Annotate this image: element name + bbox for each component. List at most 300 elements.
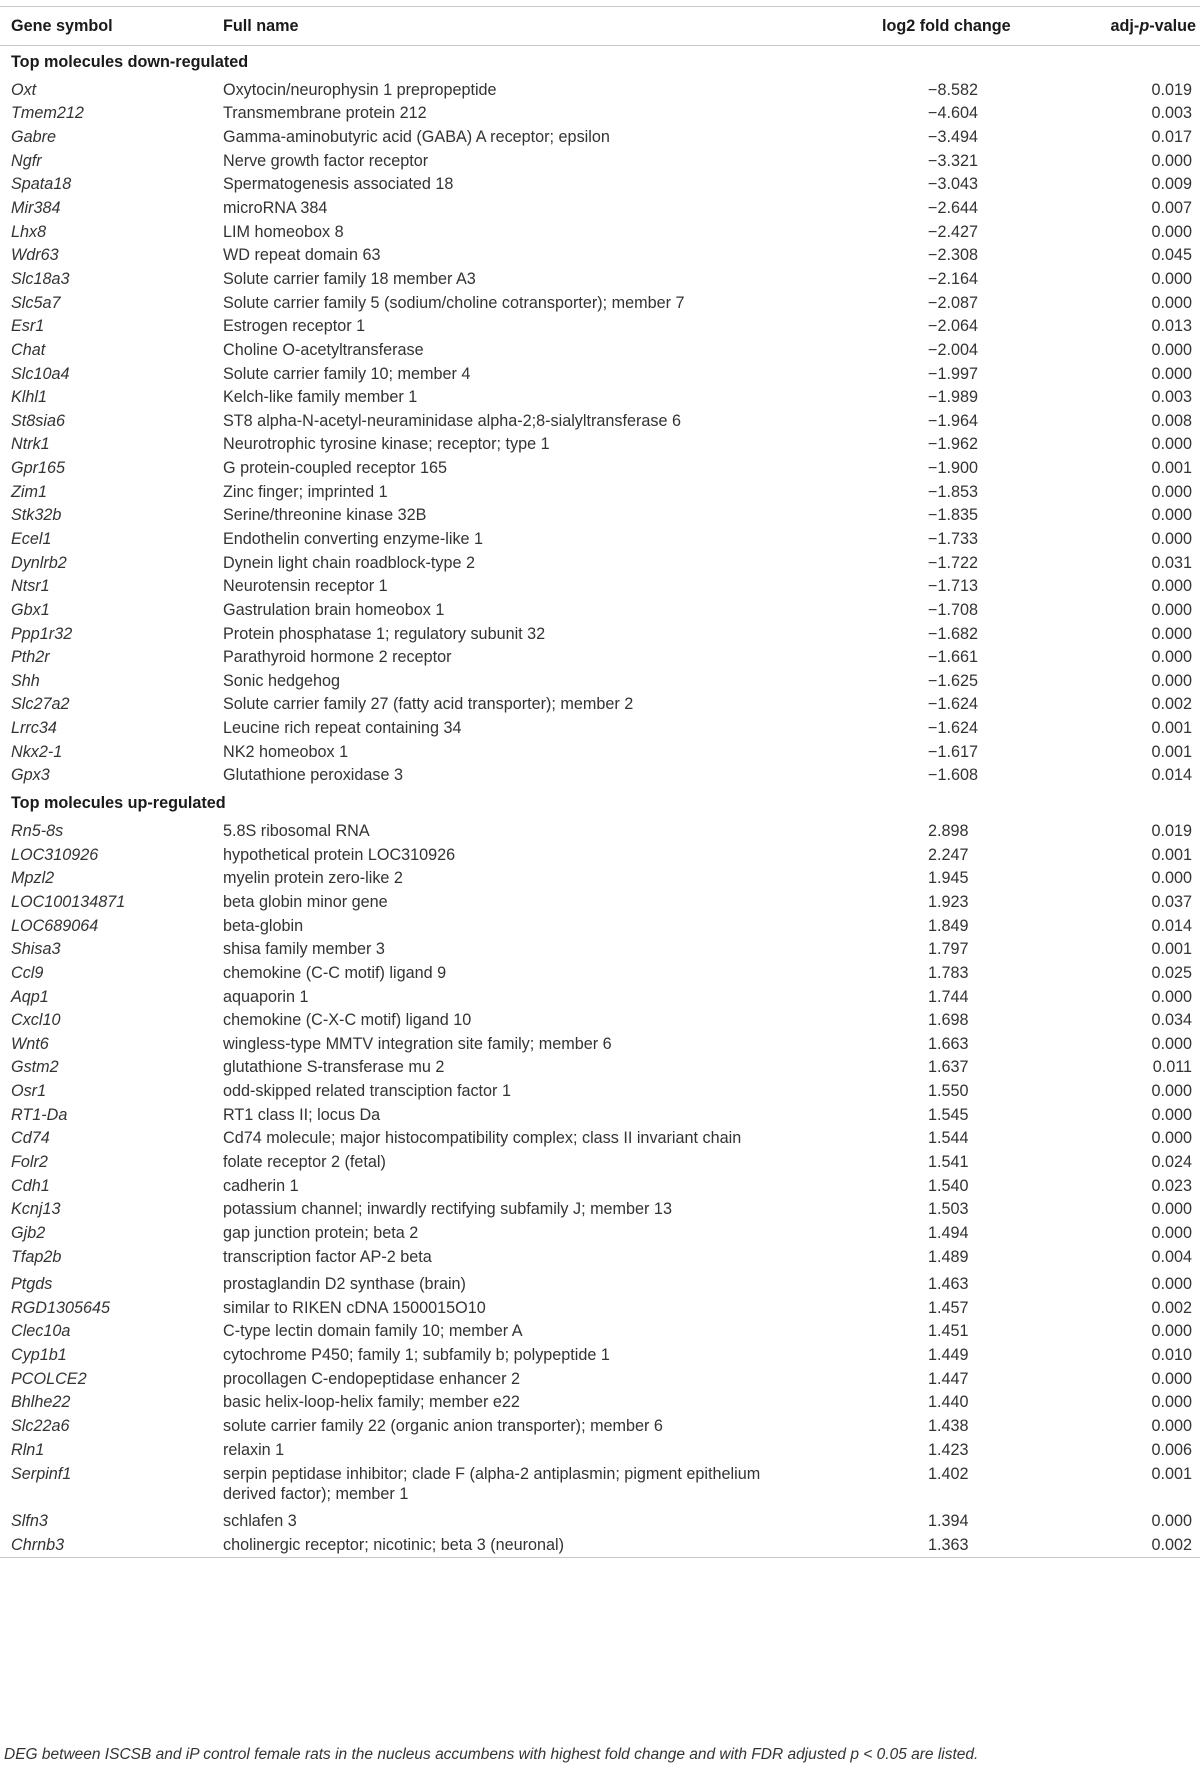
table-row [0, 716, 1200, 740]
gene-symbol-cell: Zim1 [11, 482, 47, 501]
adj-p-value-cell: 0.000 [1151, 1512, 1192, 1531]
fold-change-cell: 1.438 [928, 1417, 969, 1436]
full-name-cell: procollagen C-endopeptidase enhancer 2 [223, 1369, 520, 1388]
gene-symbol-cell: Tfap2b [11, 1247, 62, 1266]
table-row [0, 1103, 1200, 1127]
fold-change-cell: −1.608 [928, 766, 978, 785]
fold-change-cell: −1.989 [928, 388, 978, 407]
gene-symbol-cell: Shh [11, 671, 40, 690]
table-row [0, 1150, 1200, 1174]
full-name-cell: Transmembrane protein 212 [223, 104, 427, 123]
fold-change-cell: −4.604 [928, 104, 978, 123]
gene-symbol-cell: LOC310926 [11, 845, 99, 864]
gene-symbol-cell: Rn5-8s [11, 822, 64, 841]
table-row [0, 574, 1200, 598]
section-title: Top molecules up-regulated [11, 793, 226, 812]
full-name-cell: Solute carrier family 5 (sodium/choline cotransporter); member 7 [223, 293, 685, 312]
adj-p-value-cell: 0.031 [1151, 553, 1192, 572]
table-row [0, 937, 1200, 961]
gene-symbol-cell: Kcnj13 [11, 1200, 61, 1219]
fold-change-cell: 1.451 [928, 1322, 969, 1341]
table-row [0, 1533, 1200, 1557]
full-name-cell: myelin protein zero-like 2 [223, 869, 403, 888]
gene-symbol-cell: Slc18a3 [11, 269, 70, 288]
table-row [0, 456, 1200, 480]
adj-p-value-cell: 0.004 [1151, 1247, 1192, 1266]
gene-symbol-cell: Chrnb3 [0, 1533, 212, 1557]
gene-symbol-cell: Serpinf1 [11, 1464, 72, 1483]
full-name-cell: relaxin 1 [223, 1440, 285, 1459]
adj-p-value-cell: 0.000 [1151, 222, 1192, 241]
fold-change-cell: 1.849 [928, 916, 969, 935]
header-adj-prefix: adj- [1110, 16, 1140, 35]
full-name-cell: Gamma-aminobutyric acid (GABA) A receptor; epsilon [223, 128, 610, 147]
adj-p-value-cell: 0.045 [1151, 246, 1192, 265]
caption-text-end: < 0.05 are listed. [858, 1746, 979, 1763]
adj-p-value-cell: 0.000 [1151, 293, 1192, 312]
table-row [0, 78, 1200, 102]
caption-p-symbol: p [850, 1746, 859, 1763]
full-name-cell: odd-skipped related transciption factor 1 [223, 1082, 511, 1101]
full-name-cell: solute carrier family 22 (organic anion transporter); member 6 [223, 1417, 663, 1436]
full-name-cell: cholinergic receptor; nicotinic; beta 3 (neuronal) [212, 1533, 802, 1557]
full-name-cell: cadherin 1 [223, 1176, 299, 1195]
gene-symbol-cell: PCOLCE2 [11, 1369, 87, 1388]
full-name-cell: Glutathione peroxidase 3 [223, 766, 403, 785]
adj-p-value-cell: 0.010 [1151, 1346, 1192, 1365]
full-name-cell: Dynein light chain roadblock-type 2 [223, 553, 475, 572]
adj-p-value-cell: 0.003 [1151, 388, 1192, 407]
fold-change-cell: −2.004 [928, 340, 978, 359]
adj-p-value-cell: 0.002 [1151, 695, 1192, 714]
fold-change-cell: −1.962 [928, 435, 978, 454]
table-row [0, 598, 1200, 622]
full-name-cell: schlafen 3 [223, 1512, 297, 1531]
adj-p-value-cell: 0.000 [1151, 1105, 1192, 1124]
full-name-cell: Cd74 molecule; major histocompatibility complex; class II invariant chain [223, 1129, 742, 1148]
fold-change-cell: 1.550 [928, 1082, 969, 1101]
table-row [0, 819, 1200, 843]
fold-change-cell: 1.797 [928, 940, 969, 959]
table-row [0, 149, 1200, 173]
fold-change-cell: 1.440 [928, 1393, 969, 1412]
full-name-cell: cytochrome P450; family 1; subfamily b; polypeptide 1 [223, 1346, 610, 1365]
fold-change-cell: 1.540 [928, 1176, 969, 1195]
fold-change-cell: 1.447 [928, 1369, 969, 1388]
gene-symbol-cell: Ppp1r32 [11, 624, 73, 643]
full-name-cell: Parathyroid hormone 2 receptor [223, 648, 452, 667]
table-row [0, 1008, 1200, 1032]
fold-change-cell: 1.494 [928, 1223, 969, 1242]
adj-p-value-cell: 0.000 [1151, 1369, 1192, 1388]
gene-symbol-cell: Dynlrb2 [11, 553, 67, 572]
table-row [0, 362, 1200, 386]
gene-symbol-cell: Bhlhe22 [11, 1393, 71, 1412]
gene-symbol-cell: Mir384 [11, 199, 61, 218]
full-name-cell: Leucine rich repeat containing 34 [223, 719, 462, 738]
full-name-cell: Protein phosphatase 1; regulatory subunit 32 [223, 624, 546, 643]
full-name-cell: beta-globin [223, 916, 304, 935]
adj-p-value-cell: 0.000 [1151, 435, 1192, 454]
table-row [0, 527, 1200, 551]
adj-p-value-cell: 0.000 [1151, 1275, 1192, 1294]
gene-symbol-cell: Cdh1 [11, 1176, 50, 1195]
fold-change-cell: −3.043 [928, 175, 978, 194]
fold-change-cell: −1.997 [928, 364, 978, 383]
table-row [0, 243, 1200, 267]
full-name-cell: ST8 alpha-N-acetyl-neuraminidase alpha-2;8-sialyltransferase 6 [223, 411, 681, 430]
gene-symbol-cell: Pth2r [11, 648, 50, 667]
full-name-cell: folate receptor 2 (fetal) [223, 1153, 386, 1171]
fold-change-cell: −1.708 [928, 600, 978, 619]
adj-p-value-cell: 0.000 [1151, 1223, 1192, 1242]
full-name-cell: Solute carrier family 10; member 4 [223, 364, 471, 383]
fold-change-cell: 1.541 [928, 1153, 969, 1171]
full-name-cell: G protein-coupled receptor 165 [223, 459, 448, 478]
gene-symbol-cell: Tmem212 [11, 104, 84, 123]
gene-symbol-cell: Gstm2 [11, 1058, 59, 1077]
table-row [0, 1438, 1200, 1462]
adj-p-value-cell: 0.019 [1151, 80, 1192, 99]
fold-change-cell: −1.853 [928, 482, 978, 501]
gene-symbol-cell: Slc10a4 [11, 364, 70, 383]
adj-p-value-cell: 0.000 [1151, 648, 1192, 667]
table-row [0, 1245, 1200, 1269]
full-name-cell: RT1 class II; locus Da [223, 1105, 381, 1124]
full-name-cell: wingless-type MMTV integration site family; member 6 [223, 1034, 612, 1053]
table-row [0, 1462, 1200, 1510]
gene-symbol-cell: Gjb2 [11, 1223, 46, 1242]
table-row [0, 867, 1200, 891]
gene-symbol-cell: LOC100134871 [11, 892, 126, 911]
gene-symbol-cell: Slc22a6 [11, 1417, 70, 1436]
gene-symbol-cell: Ecel1 [11, 529, 52, 548]
gene-symbol-cell: Shisa3 [11, 940, 61, 959]
adj-p-value-cell: 0.014 [1151, 766, 1192, 785]
full-name-cell: gap junction protein; beta 2 [223, 1223, 419, 1242]
full-name-cell: Kelch-like family member 1 [223, 388, 418, 407]
gene-symbol-cell: Spata18 [11, 175, 72, 194]
gene-symbol-cell: Gpx3 [11, 766, 50, 785]
fold-change-cell: 1.463 [928, 1275, 969, 1294]
adj-p-value-cell: 0.017 [1151, 128, 1192, 147]
full-name-cell: Gastrulation brain homeobox 1 [223, 600, 445, 619]
gene-symbol-cell: Slc5a7 [11, 293, 61, 312]
caption-text: DEG between ISCSB and iP control female rats in the nucleus accumbens with highest fold change and with FDR adjusted [4, 1746, 851, 1763]
adj-p-value-cell: 0.000 [1151, 600, 1192, 619]
table-row [0, 125, 1200, 149]
full-name-cell: Neurotrophic tyrosine kinase; receptor; type 1 [223, 435, 550, 454]
fold-change-cell: 1.457 [928, 1298, 969, 1317]
adj-p-value-cell: 0.009 [1151, 175, 1192, 194]
full-name-cell: Endothelin converting enzyme-like 1 [223, 529, 484, 548]
fold-change-cell: 1.923 [928, 892, 969, 911]
adj-p-value-cell: 0.000 [1151, 1082, 1192, 1101]
gene-symbol-cell: Cxcl10 [11, 1011, 61, 1030]
deg-table [0, 6, 1200, 1558]
adj-p-value-cell: 0.000 [1151, 269, 1192, 288]
table-row [0, 914, 1200, 938]
gene-symbol-cell: Clec10a [11, 1322, 71, 1341]
table-row [0, 1221, 1200, 1245]
gene-symbol-cell: Ngfr [11, 151, 42, 170]
table-row [0, 1510, 1200, 1534]
full-name-cell: shisa family member 3 [223, 940, 385, 959]
full-name-cell: chemokine (C-X-C motif) ligand 10 [223, 1011, 472, 1030]
table-row [0, 1414, 1200, 1438]
header-gene-symbol: Gene symbol [0, 7, 212, 46]
fold-change-cell: −1.682 [928, 624, 978, 643]
table-row [0, 1056, 1200, 1080]
table-row [0, 196, 1200, 220]
gene-symbol-cell: LOC689064 [11, 916, 99, 935]
fold-change-cell: 1.503 [928, 1200, 969, 1219]
table-row [0, 843, 1200, 867]
gene-symbol-cell: St8sia6 [11, 411, 65, 430]
gene-symbol-cell: Slfn3 [11, 1512, 48, 1531]
full-name-cell: NK2 homeobox 1 [223, 742, 349, 761]
table-row [0, 551, 1200, 575]
gene-symbol-cell: Aqp1 [11, 987, 49, 1006]
fold-change-cell: 1.394 [928, 1512, 969, 1531]
full-name-cell: WD repeat domain 63 [223, 246, 381, 265]
adj-p-value-cell: 0.000 [1151, 506, 1192, 525]
fold-change-cell: 1.945 [928, 869, 969, 888]
table-row [0, 985, 1200, 1009]
table-row [0, 693, 1200, 717]
fold-change-cell: −1.625 [928, 671, 978, 690]
adj-p-value-cell: 0.000 [1151, 1200, 1192, 1219]
full-name-cell: aquaporin 1 [223, 987, 309, 1006]
gene-symbol-cell: Slc27a2 [11, 695, 70, 714]
table-row [0, 480, 1200, 504]
gene-symbol-cell: RGD1305645 [11, 1298, 110, 1317]
adj-p-value-cell: 0.000 [1151, 1322, 1192, 1341]
full-name-cell: Estrogen receptor 1 [223, 317, 366, 336]
fold-change-cell: 1.783 [928, 963, 969, 982]
gene-symbol-cell: Gpr165 [11, 459, 65, 478]
section-title: Top molecules down-regulated [11, 52, 249, 71]
table-row [0, 1343, 1200, 1367]
table-row [0, 409, 1200, 433]
full-name-cell: hypothetical protein LOC310926 [223, 845, 456, 864]
fold-change-cell: −1.624 [928, 695, 978, 714]
gene-symbol-cell: Cd74 [11, 1129, 50, 1148]
adj-p-value-cell: 0.001 [1151, 845, 1192, 864]
table-row [0, 314, 1200, 338]
fold-change-cell: −1.722 [928, 553, 978, 572]
header-log2-fold-change: log2 fold change [802, 7, 1032, 46]
full-name-cell: Solute carrier family 18 member A3 [223, 269, 476, 288]
fold-change-cell: −1.835 [928, 506, 978, 525]
header-row [0, 7, 1200, 46]
table-row [0, 267, 1200, 291]
adj-p-value-cell: 0.014 [1151, 916, 1192, 935]
header-adj-p-value [1032, 7, 1200, 46]
header-p-symbol: p [1139, 16, 1150, 35]
adj-p-value-cell: 0.002 [1151, 1298, 1192, 1317]
full-name-cell: chemokine (C-C motif) ligand 9 [223, 963, 447, 982]
table-row [0, 740, 1200, 764]
fold-change-cell: −8.582 [928, 80, 978, 99]
gene-symbol-cell: Osr1 [11, 1082, 47, 1101]
adj-p-value-cell: 0.000 [1151, 151, 1192, 170]
gene-symbol-cell: Lrrc34 [11, 719, 57, 738]
fold-change-cell: 1.744 [928, 987, 969, 1006]
full-name-cell: C-type lectin domain family 10; member A [223, 1322, 523, 1341]
adj-p-value-cell: 0.008 [1151, 411, 1192, 430]
table-row [0, 1296, 1200, 1320]
gene-symbol-cell: Ccl9 [11, 963, 44, 982]
fold-change-cell: −1.617 [928, 742, 978, 761]
table-row [0, 890, 1200, 914]
adj-p-value-cell: 0.000 [1151, 482, 1192, 501]
adj-p-value-cell: 0.000 [1151, 1129, 1192, 1148]
adj-p-value-cell: 0.000 [1151, 340, 1192, 359]
gene-symbol-cell: Nkx2-1 [11, 742, 63, 761]
adj-p-value-cell: 0.000 [1151, 869, 1192, 888]
full-name-cell: LIM homeobox 8 [223, 222, 344, 241]
section-header-row [0, 787, 1200, 819]
header-full-name: Full name [212, 7, 802, 46]
adj-p-value-cell: 0.000 [1151, 364, 1192, 383]
fold-change-cell: −3.494 [928, 128, 978, 147]
adj-p-value-cell: 0.001 [1151, 719, 1192, 738]
table-row [0, 1174, 1200, 1198]
fold-change-cell: −2.087 [928, 293, 978, 312]
adj-p-value-cell: 0.006 [1151, 1440, 1192, 1459]
gene-symbol-cell: Klhl1 [11, 388, 47, 407]
adj-p-value-cell: 0.000 [1151, 624, 1192, 643]
table-row [0, 1032, 1200, 1056]
full-name-cell: potassium channel; inwardly rectifying subfamily J; member 13 [223, 1200, 672, 1219]
table-body [0, 46, 1200, 1558]
full-name-cell: prostaglandin D2 synthase (brain) [223, 1275, 466, 1294]
fold-change-cell: −3.321 [928, 151, 978, 170]
table-row [0, 385, 1200, 409]
adj-p-value-cell: 0.001 [1151, 742, 1192, 761]
fold-change-cell: −2.164 [928, 269, 978, 288]
adj-p-value-cell: 0.007 [1151, 199, 1192, 218]
gene-symbol-cell: RT1-Da [11, 1105, 68, 1124]
table-row [0, 291, 1200, 315]
full-name-cell: beta globin minor gene [223, 892, 388, 911]
full-name-cell: transcription factor AP-2 beta [223, 1247, 432, 1266]
full-name-cell: similar to RIKEN cDNA 1500015O10 [223, 1298, 486, 1317]
fold-change-cell: 1.363 [802, 1533, 1032, 1557]
full-name-cell: 5.8S ribosomal RNA [223, 822, 370, 841]
gene-symbol-cell: Oxt [11, 80, 37, 99]
adj-p-value-cell: 0.011 [1152, 1058, 1192, 1077]
adj-p-value-cell: 0.000 [1151, 1393, 1192, 1412]
gene-symbol-cell: Ptgds [11, 1275, 53, 1294]
table-row [0, 961, 1200, 985]
table-row [0, 1079, 1200, 1103]
adj-p-value-cell: 0.034 [1151, 1011, 1192, 1030]
table-row [0, 220, 1200, 244]
adj-p-value-cell: 0.000 [1151, 987, 1192, 1006]
adj-p-value-cell: 0.000 [1151, 1034, 1192, 1053]
adj-p-value-cell: 0.002 [1032, 1533, 1200, 1557]
gene-symbol-cell: Wdr63 [11, 246, 59, 265]
table-row [0, 1197, 1200, 1221]
adj-p-value-cell: 0.000 [1151, 1417, 1192, 1436]
gene-symbol-cell: Gbx1 [11, 600, 50, 619]
fold-change-cell: −1.964 [928, 411, 978, 430]
table-row [0, 433, 1200, 457]
fold-change-cell: 1.402 [928, 1464, 969, 1483]
gene-symbol-cell: Folr2 [11, 1153, 48, 1171]
table-row [0, 764, 1200, 788]
table-header [0, 7, 1200, 46]
gene-symbol-cell: Stk32b [11, 506, 62, 525]
adj-p-value-cell: 0.000 [1151, 671, 1192, 690]
full-name-cell: Choline O-acetyltransferase [223, 340, 424, 359]
fold-change-cell: −1.713 [928, 577, 978, 596]
fold-change-cell: −1.900 [928, 459, 978, 478]
adj-p-value-cell: 0.024 [1151, 1153, 1192, 1171]
fold-change-cell: 1.663 [928, 1034, 969, 1053]
adj-p-value-cell: 0.001 [1151, 459, 1192, 478]
table-row [0, 102, 1200, 126]
fold-change-cell: 2.247 [928, 845, 969, 864]
fold-change-cell: −2.064 [928, 317, 978, 336]
full-name-cell: Nerve growth factor receptor [223, 151, 429, 170]
full-name-cell: glutathione S-transferase mu 2 [223, 1058, 445, 1077]
adj-p-value-cell: 0.019 [1151, 822, 1192, 841]
adj-p-value-cell: 0.025 [1151, 963, 1192, 982]
fold-change-cell: −2.644 [928, 199, 978, 218]
table-row [0, 622, 1200, 646]
adj-p-value-cell: 0.023 [1151, 1176, 1192, 1195]
table-row [0, 1127, 1200, 1151]
full-name-cell: Spermatogenesis associated 18 [223, 175, 454, 194]
gene-symbol-cell: Cyp1b1 [11, 1346, 67, 1365]
table-row [0, 1367, 1200, 1391]
fold-change-cell: 1.637 [928, 1058, 969, 1077]
table-row [0, 338, 1200, 362]
fold-change-cell: 1.449 [928, 1346, 969, 1365]
table-row [0, 173, 1200, 197]
gene-symbol-cell: Gabre [11, 128, 56, 147]
fold-change-cell: 1.423 [928, 1440, 969, 1459]
fold-change-cell: −2.308 [928, 246, 978, 265]
section-header-row [0, 46, 1200, 79]
fold-change-cell: −1.733 [928, 529, 978, 548]
fold-change-cell: −1.624 [928, 719, 978, 738]
full-name-cell: Serine/threonine kinase 32B [223, 506, 427, 525]
gene-symbol-cell: Ntsr1 [11, 577, 50, 596]
table-row [0, 504, 1200, 528]
full-name-cell: Neurotensin receptor 1 [223, 577, 388, 596]
full-name-cell: Oxytocin/neurophysin 1 prepropeptide [223, 80, 497, 99]
fold-change-cell: 2.898 [928, 822, 969, 841]
gene-symbol-cell: Wnt6 [11, 1034, 49, 1053]
adj-p-value-cell: 0.013 [1151, 317, 1192, 336]
adj-p-value-cell: 0.000 [1151, 577, 1192, 596]
gene-symbol-cell: Ntrk1 [11, 435, 50, 454]
gene-symbol-cell: Esr1 [11, 317, 45, 336]
table-row [0, 1391, 1200, 1415]
full-name-cell: Solute carrier family 27 (fatty acid transporter); member 2 [223, 695, 634, 714]
fold-change-cell: 1.698 [928, 1011, 969, 1030]
full-name-cell: basic helix-loop-helix family; member e22 [223, 1393, 520, 1412]
table-row [0, 669, 1200, 693]
fold-change-cell: 1.544 [928, 1129, 969, 1148]
gene-symbol-cell: Chat [11, 340, 46, 359]
adj-p-value-cell: 0.037 [1151, 892, 1192, 911]
full-name-cell: microRNA 384 [223, 199, 328, 218]
